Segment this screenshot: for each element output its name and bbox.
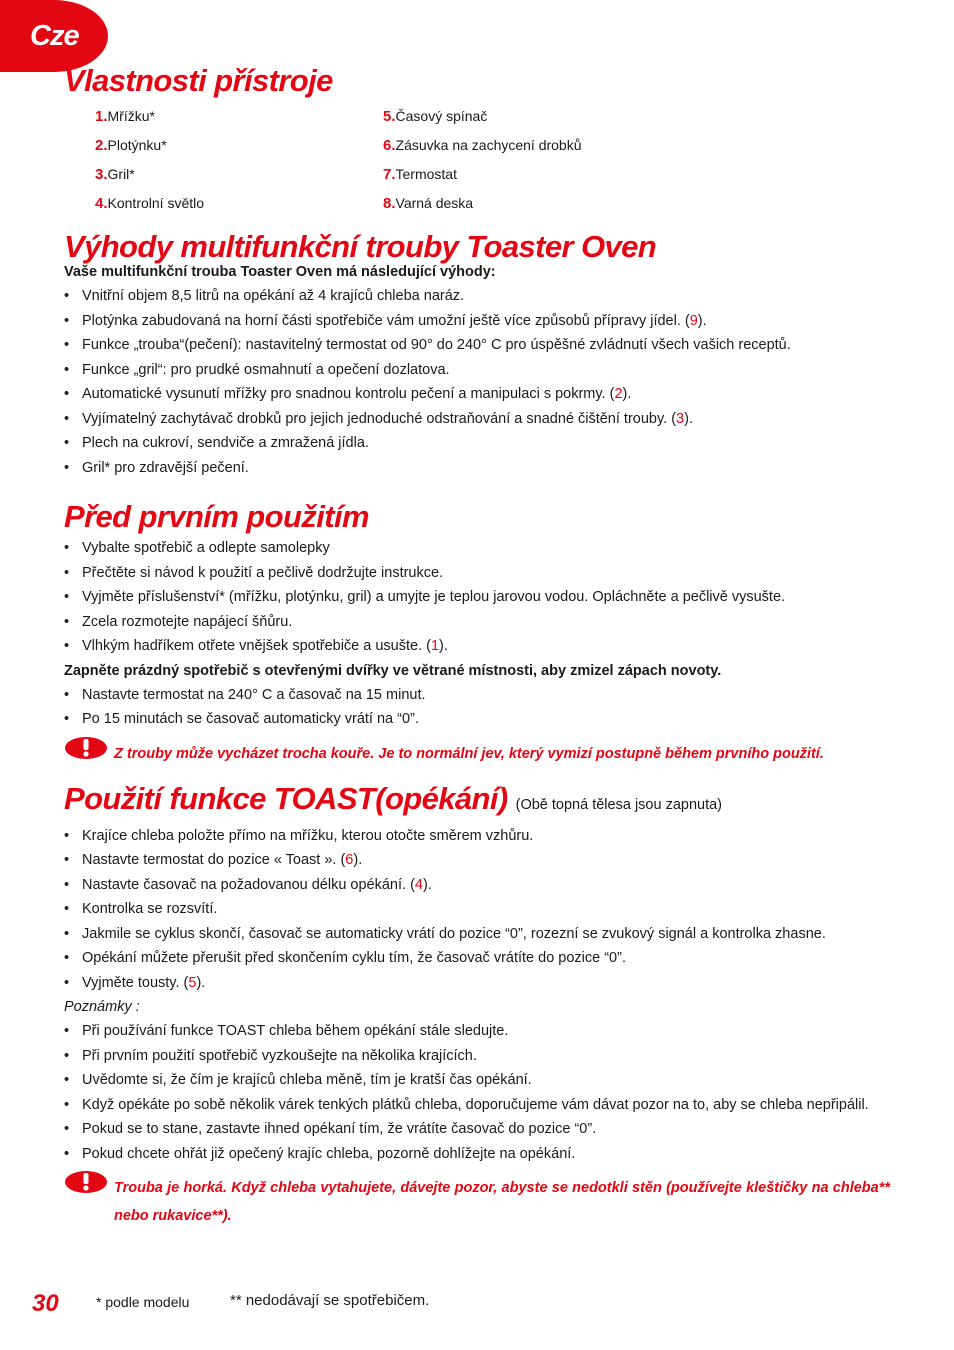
figure-reference: 5	[188, 974, 197, 991]
list-item-text-end: ).	[423, 876, 432, 893]
section-first-use	[64, 498, 890, 768]
list-item-text-end: ).	[196, 974, 206, 991]
feature-item	[383, 164, 683, 185]
feature-label: Gril*	[107, 166, 135, 182]
feature-label: Termostat	[395, 166, 457, 182]
figure-reference: 6	[345, 852, 354, 868]
list-item-text: Nastavte termostat do pozice « Toast ». (	[82, 852, 346, 868]
list-item-text: Nastavte termostat na 240° C a časovač na 15 minut.	[82, 686, 426, 703]
list-item-text: Po 15 minutách se časovač automaticky vrátí na “0”.	[82, 711, 419, 727]
list-item-text: Když opékáte po sobě několik várek tenkých plátků chleba, doporučujeme vám dávat pozor na to, aby se chleba nepřipálil.	[82, 1096, 869, 1113]
toast-notes-label: Poznámky :	[64, 999, 140, 1015]
list-item	[64, 456, 890, 481]
feature-number: 6.	[383, 137, 396, 154]
feature-number: 7.	[383, 166, 396, 183]
list-item-text: Plotýnka zabudovaná na horní části spotřebiče vám umožní ještě více způsobů přípravy jídel. (	[82, 312, 690, 329]
list-item-text: Přečtěte si návod k použití a pečlivě dodržujte instrukce.	[82, 564, 444, 581]
list-item-text: Vyjměte příslušenství* (mřížku, plotýnku, gril) a umyjte je teplou jarovou vodou. Opláchněte a pečlivě vysušte.	[82, 589, 786, 605]
list-item-text: Zcela rozmotejte napájecí šňůru.	[82, 613, 293, 630]
list-item-text-end: ).	[684, 410, 693, 427]
feature-item	[383, 106, 683, 127]
figure-reference: 3	[676, 410, 685, 427]
feature-number: 3.	[95, 166, 108, 183]
toast-warning-text: Trouba je horká. Když chleba vytahujete, dávejte pozor, abyste se nedotkli stěn (používejte kleštičky na chleba** nebo rukavice**).	[114, 1180, 890, 1224]
feature-number: 5.	[383, 108, 396, 125]
list-item	[64, 407, 890, 432]
list-item-text: Funkce „trouba“(pečení): nastavitelný termostat od 90° do 240° C pro úspěšné zvládnutí všech vašich receptů.	[82, 337, 791, 353]
list-item	[64, 1044, 890, 1069]
feature-number: 2.	[95, 137, 108, 154]
figure-reference: 1	[430, 638, 440, 654]
features-list	[95, 106, 890, 214]
features-title: Vlastnosti přístroje	[64, 63, 333, 98]
first-use-warning	[64, 740, 890, 768]
list-item	[64, 922, 890, 947]
list-item-text: Plech na cukroví, sendviče a zmražená jídla.	[82, 435, 369, 451]
list-item	[64, 1068, 890, 1093]
feature-item	[95, 193, 383, 214]
feature-number: 1.	[95, 108, 108, 125]
list-item	[64, 585, 890, 610]
footnote-not-supplied: ** nedodávají se spotřebičem.	[230, 1292, 430, 1309]
toast-notes-list	[64, 1019, 890, 1166]
list-item-text: Opékání můžete přerušit před skončením cyklu tím, že časovač vrátíte do pozice “0”.	[82, 950, 626, 966]
list-item-text: Pokud se to stane, zastavte ihned opékaní tím, že vrátíte časovač do pozice “0”.	[82, 1121, 597, 1137]
list-item-text: Krajíce chleba položte přímo na mřížku, kterou otočte směrem vzhůru.	[82, 827, 534, 844]
list-item-text: Jakmile se cyklus skončí, časovač se automaticky vrátí do pozice “0”, rozezní se zvukový signál a kontrolka zhasne.	[82, 925, 826, 942]
language-label: Cze	[30, 20, 79, 52]
toast-list	[64, 824, 890, 996]
list-item-text: Při prvním použití spotřebič vyzkoušejte na několika krajících.	[82, 1047, 477, 1064]
feature-item	[95, 135, 383, 156]
list-item	[64, 333, 890, 358]
feature-label: Varná deska	[395, 195, 474, 211]
list-item-text: Uvědomte si, že čím je krajíců chleba měně, tím je kratší čas opékání.	[82, 1072, 532, 1088]
list-item	[64, 1093, 890, 1118]
list-item-text: Kontrolka se rozsvítí.	[82, 901, 218, 917]
first-use-lead: Zapněte prázdný spotřebič s otevřenými dvířky ve větrané místnosti, aby zmizel zápach novoty.	[64, 662, 722, 679]
first-use-list	[64, 536, 890, 659]
list-item-text: Vybalte spotřebič a odlepte samolepky	[82, 540, 330, 556]
list-item	[64, 873, 890, 898]
first-use-list-2	[64, 683, 890, 732]
figure-reference: 9	[689, 312, 698, 329]
list-item-text: Vlhkým hadříkem otřete vnějšek spotřebiče a usušte. (	[82, 638, 431, 654]
list-item-text: Pokud chcete ohřát již opečený krajíc chleba, pozorně dohlížejte na opékání.	[82, 1145, 576, 1162]
feature-item	[383, 193, 683, 214]
page-footer	[32, 1290, 732, 1320]
list-item	[64, 971, 890, 996]
warning-icon	[64, 1169, 108, 1195]
list-item-text: Nastavte časovač na požadovanou délku opékání. (	[82, 876, 415, 893]
feature-number: 4.	[95, 195, 108, 212]
list-item-text: Vnitřní objem 8,5 litrů na opékání až 4 krajíců chleba naráz.	[82, 288, 465, 304]
list-item	[64, 309, 890, 334]
page-number: 30	[32, 1290, 59, 1317]
list-item	[64, 897, 890, 922]
feature-number: 8.	[383, 195, 396, 212]
section-toast	[64, 780, 890, 1231]
list-item	[64, 358, 890, 383]
list-item-text-end: ).	[353, 852, 363, 868]
list-item	[64, 536, 890, 561]
toast-title	[64, 780, 890, 824]
list-item-text: Vyjměte tousty. (	[82, 974, 189, 991]
list-item	[64, 610, 890, 635]
list-item	[64, 683, 890, 708]
list-item	[64, 1117, 890, 1142]
feature-label: Plotýnku*	[107, 137, 167, 153]
feature-item	[383, 135, 683, 156]
toast-warning	[64, 1174, 890, 1230]
figure-reference: 4	[414, 876, 423, 893]
list-item	[64, 284, 890, 309]
list-item	[64, 1142, 890, 1167]
list-item	[64, 431, 890, 456]
figure-reference: 2	[614, 386, 623, 402]
feature-item	[95, 164, 383, 185]
feature-label: Mřížku*	[107, 108, 155, 124]
list-item-text-end: ).	[622, 386, 632, 402]
list-item	[64, 561, 890, 586]
warning-icon	[64, 735, 108, 761]
advantages-list	[64, 284, 890, 480]
list-item	[64, 946, 890, 971]
toast-title-text: Použití funkce TOAST(opékání)	[64, 780, 508, 816]
list-item	[64, 1019, 890, 1044]
footnote-model: * podle modelu	[96, 1294, 190, 1310]
list-item-text: Automatické vysunutí mřížky pro snadnou kontrolu pečení a manipulaci s pokrmy. (	[82, 386, 615, 402]
list-item-text-end: ).	[697, 312, 707, 329]
feature-label: Zásuvka na zachycení drobků	[395, 137, 582, 153]
list-item-text-end: ).	[439, 638, 448, 654]
list-item	[64, 634, 890, 659]
list-item-text: Funkce „gril“: pro prudké osmahnutí a opečení dozlatova.	[82, 361, 450, 378]
toast-note: (Obě topná tělesa jsou zapnuta)	[515, 796, 722, 813]
feature-label: Kontrolní světlo	[107, 195, 205, 211]
first-use-warning-text: Z trouby může vycházet trocha kouře. Je to normální jev, který vymizí postupně během prvního použití.	[114, 745, 824, 762]
advantages-lead: Vaše multifunkční trouba Toaster Oven má následující výhody:	[64, 264, 496, 280]
section-features	[64, 62, 890, 214]
list-item-text: Vyjímatelný zachytávač drobků pro jejich jednoduché odstraňování a snadné čištění trouby. (	[82, 410, 677, 427]
advantages-title: Výhody multifunkční trouby Toaster Oven	[64, 229, 657, 264]
list-item	[64, 707, 890, 732]
list-item-text: Gril* pro zdravější pečení.	[82, 459, 249, 476]
feature-label: Časový spínač	[395, 108, 488, 124]
list-item	[64, 848, 890, 873]
page-content	[64, 62, 890, 1234]
list-item-text: Při používání funkce TOAST chleba během opékání stále sledujte.	[82, 1023, 509, 1039]
list-item	[64, 382, 890, 407]
first-use-title: Před prvním použitím	[64, 499, 369, 534]
section-advantages	[64, 228, 890, 480]
list-item	[64, 824, 890, 849]
feature-item	[95, 106, 383, 127]
